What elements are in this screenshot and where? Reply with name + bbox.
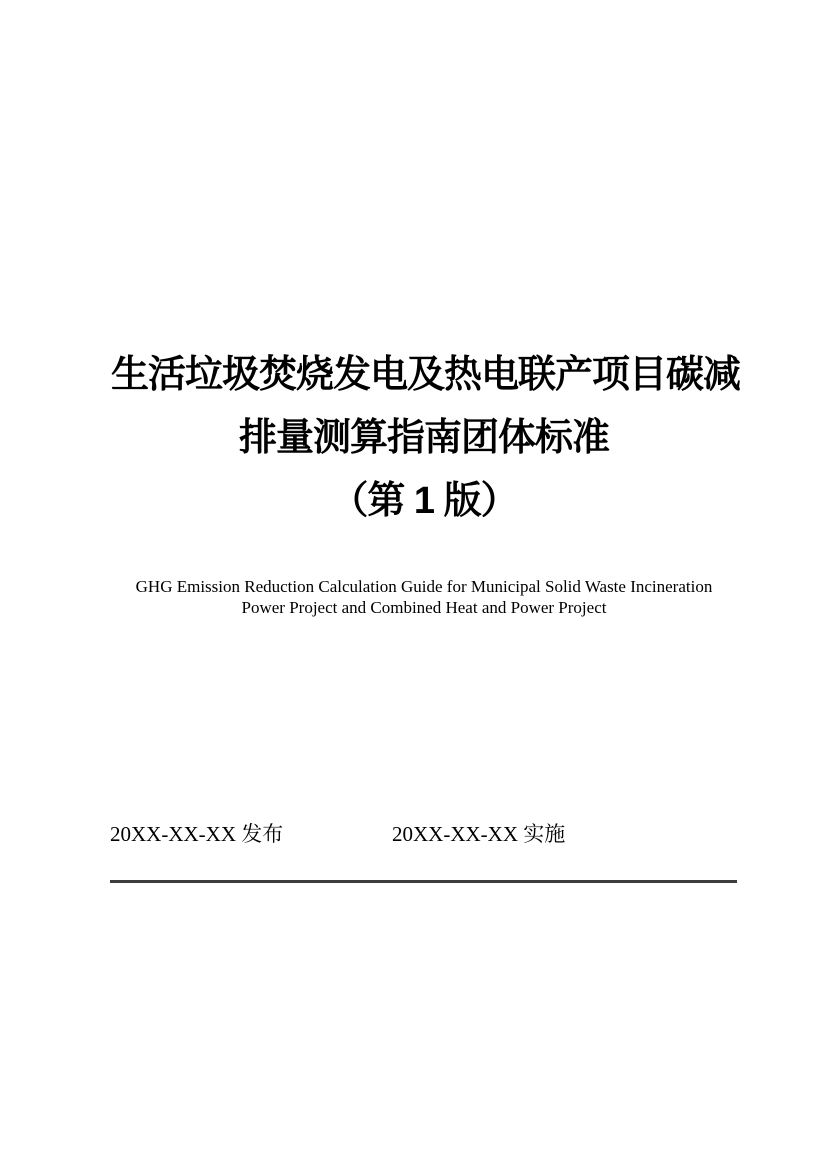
title-edition: （第 1 版） — [330, 480, 518, 522]
english-subtitle — [111, 576, 737, 618]
issue-date: 20XX-XX-XX 发布 — [110, 822, 284, 846]
title-line-1: 生活垃圾焚烧发电及热电联产项目碳减 — [111, 354, 741, 396]
footer-divider-rule — [110, 880, 737, 883]
document-title — [111, 344, 741, 533]
implement-date: 20XX-XX-XX 实施 — [392, 822, 566, 846]
english-subtitle-line-1: GHG Emission Reduction Calculation Guide for Municipal Solid Waste Incineration — [135, 577, 713, 596]
english-subtitle-line-2: Power Project and Combined Heat and Power Project — [241, 598, 607, 617]
title-line-2: 排量测算指南团体标准 — [238, 417, 609, 459]
